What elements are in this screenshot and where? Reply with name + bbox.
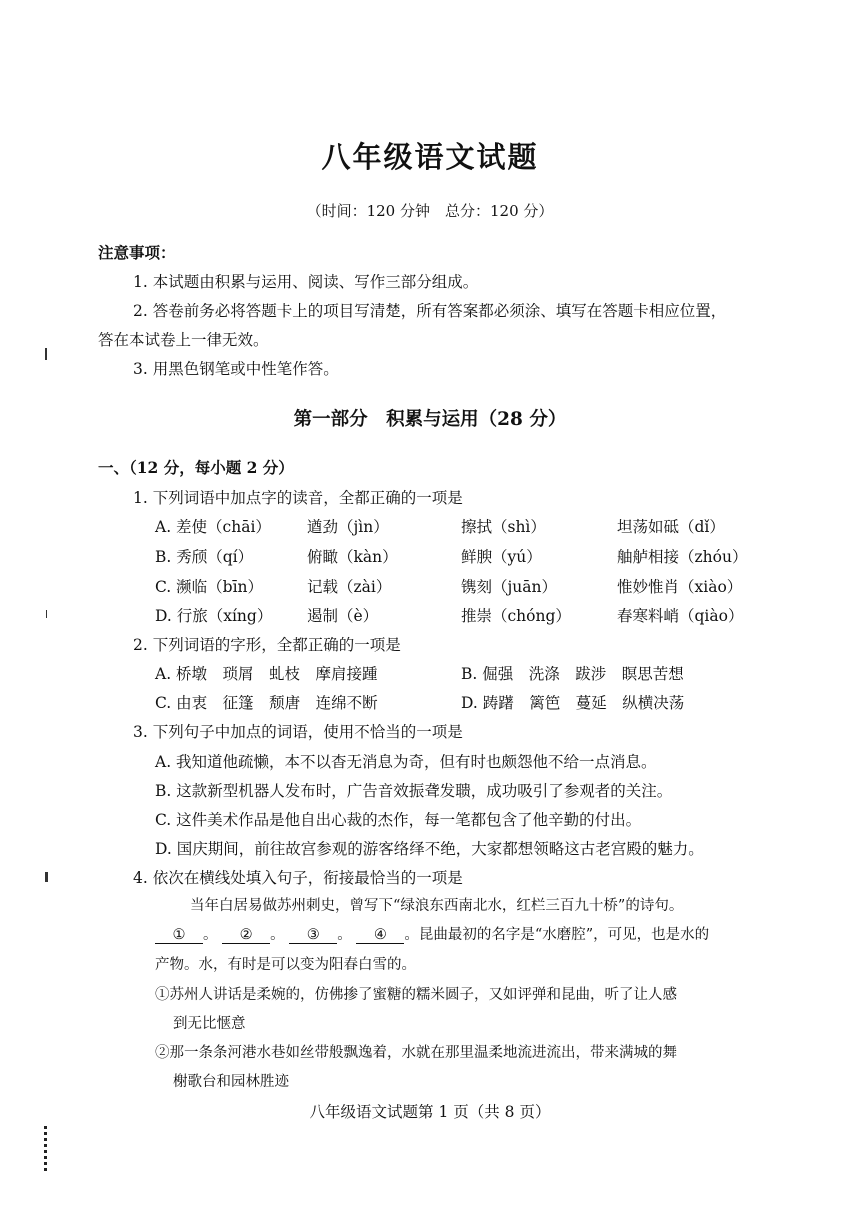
q3-option-d: D. 国庆期间，前往故宫参观的游客络绎不绝，大家都想领略这古老宫殿的魅力。 bbox=[155, 840, 704, 858]
notice-item-2: 2. 答卷前务必将答题卡上的项目写清楚，所有答案都必须涂、填写在答题卡相应位置， bbox=[133, 302, 727, 320]
q3-option-c: C. 这件美术作品是他自出心裁的杰作，每一笔都包含了他辛勤的付出。 bbox=[155, 811, 642, 829]
q4-stem: 4. 依次在横线处填入句子，衔接最恰当的一项是 bbox=[133, 869, 463, 887]
q4-passage-line1: 当年白居易做苏州刺史，曾写下“绿浪东西南北水，红栏三百九十桥”的诗句。 bbox=[190, 898, 684, 914]
q1-d-2: 遏制（è） bbox=[307, 607, 379, 625]
notice-heading: 注意事项： bbox=[98, 243, 176, 262]
exam-title: 八年级语文试题 bbox=[321, 140, 539, 174]
q1-stem: 1. 下列词语中加点字的读音，全都正确的一项是 bbox=[133, 489, 463, 507]
blank-4: ④ bbox=[356, 927, 404, 944]
q1-c-1: C. 濒临（bīn） bbox=[155, 578, 264, 596]
q1-b-2: 俯瞰（kàn） bbox=[307, 548, 398, 566]
sep-1: 。 bbox=[203, 927, 218, 943]
q2-option-c: C. 由衷 征篷 颓唐 连绵不断 bbox=[155, 694, 378, 712]
q2-stem: 2. 下列词语的字形，全都正确的一项是 bbox=[133, 636, 401, 654]
q1-a-2: 遒劲（jìn） bbox=[307, 518, 389, 536]
q4-passage-line3: 产物。水，有时是可以变为阳春白雪的。 bbox=[155, 957, 416, 973]
q1-c-2: 记载（zài） bbox=[307, 578, 392, 596]
sep-2: 。 bbox=[270, 927, 285, 943]
q1-b-3: 鲜腴（yú） bbox=[461, 548, 542, 566]
notice-item-3: 3. 用黑色钢笔或中性笔作答。 bbox=[133, 360, 339, 378]
q1-d-4: 春寒料峭（qiào） bbox=[617, 607, 744, 625]
q4-opt2-line1: ②那一条条河港水巷如丝带般飘逸着，水就在那里温柔地流进流出，带来满城的舞 bbox=[155, 1045, 677, 1061]
blank-1: ① bbox=[155, 927, 203, 944]
section-title: 第一部分 积累与运用（28 分） bbox=[293, 409, 567, 430]
notice-item-1: 1. 本试题由积累与运用、阅读、写作三部分组成。 bbox=[133, 273, 479, 291]
q2-option-d: D. 踌躇 篱笆 蔓延 纵横决荡 bbox=[461, 694, 685, 712]
q3-option-a: A. 我知道他疏懒，本不以杳无消息为奇，但有时也颇怨他不给一点消息。 bbox=[155, 753, 657, 771]
notice-item-2-cont: 答在本试卷上一律无效。 bbox=[98, 331, 269, 349]
q4-opt2-line2: 榭歌台和园林胜迹 bbox=[173, 1074, 289, 1090]
binding-dots bbox=[44, 1126, 47, 1174]
q1-b-4: 舳舻相接（zhóu） bbox=[617, 548, 748, 566]
q4-passage-line2 bbox=[155, 923, 709, 944]
q4-opt1-line2: 到无比惬意 bbox=[173, 1016, 246, 1032]
page-footer: 八年级语文试题第 1 页（共 8 页） bbox=[309, 1103, 551, 1121]
blank-2: ② bbox=[222, 927, 270, 944]
binding-mark-lower bbox=[45, 872, 48, 882]
q1-d-1: D. 行旅（xíng） bbox=[155, 607, 273, 625]
q1-c-3: 镌刻（juān） bbox=[461, 578, 558, 596]
blank-3: ③ bbox=[289, 927, 337, 944]
q3-stem: 3. 下列句子中加点的词语，使用不恰当的一项是 bbox=[133, 723, 463, 741]
q4-opt1-line1: ①苏州人讲话是柔婉的，仿佛掺了蜜糖的糯米圆子，又如评弹和昆曲，听了让人感 bbox=[155, 987, 677, 1003]
q1-a-4: 坦荡如砥（dǐ） bbox=[617, 518, 725, 536]
q2-option-b: B. 倔强 洗涤 跋涉 瞑思苦想 bbox=[461, 665, 684, 683]
binding-mark-top bbox=[45, 348, 47, 360]
q1-a-3: 擦拭（shì） bbox=[461, 518, 546, 536]
q2-option-a: A. 桥墩 琐屑 虬枝 摩肩接踵 bbox=[155, 665, 378, 683]
sep-3: 。 bbox=[337, 927, 352, 943]
q1-b-1: B. 秀颀（qí） bbox=[155, 548, 254, 566]
q3-option-b: B. 这款新型机器人发布时，广告音效振聋发聩，成功吸引了参观者的关注。 bbox=[155, 782, 673, 800]
exam-subtitle: （时间：120 分钟 总分：120 分） bbox=[306, 202, 554, 220]
passage-line2-tail: 。昆曲最初的名字是“水磨腔”，可见，也是水的 bbox=[404, 927, 710, 943]
part1-heading: 一、（12 分，每小题 2 分） bbox=[98, 458, 294, 477]
q1-c-4: 惟妙惟肖（xiào） bbox=[617, 578, 743, 596]
binding-mark-mid bbox=[46, 610, 47, 618]
q1-a-1: A. 差使（chāi） bbox=[155, 518, 271, 536]
q1-d-3: 推崇（chóng） bbox=[461, 607, 571, 625]
